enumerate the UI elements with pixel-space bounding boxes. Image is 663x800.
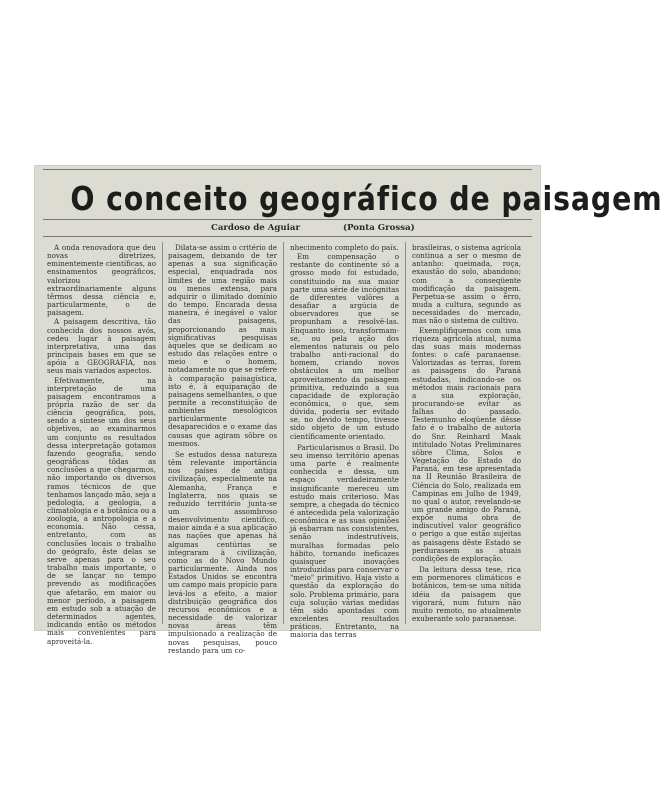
paragraph: Efetivamente, na interpretação de uma paisagem encontramos a própria razão de ser da ciência geográfica, pois, sendo a síntese um dos seus objetivos, ao examinarmos um conjunto os resultados dessa interpretação gotamos fazendo geografia, sendo geográficas tôdas as conclusões a que chegarmos, não importando os diversos ramos técnicos de que tenhamos lançado mão, seja a pedologia, a geologia, a climatologia e a botânica ou a zoologia, a antropologia e a economia. Não cessa, entretanto, com as conclusões locais o trabalho do geógrafo, êste delas se serve apenas para o seu trabalho mais importante, o de se lançar no tempo prevendo as modificações que afetarão, em maior ou menor período, a paisagem em estudo sob a atuação de determinados agentes, indicando então os métodos mais convenientes para aproveitá-la. [47, 375, 156, 646]
article-column-2 [168, 243, 277, 655]
newspaper-clipping [34, 165, 663, 655]
article-column-3 [290, 243, 399, 640]
paragraph: nhecimento completo do país. [290, 243, 399, 252]
paragraph: Da leitura dessa tese, rica em pormenores climáticos e botânicos, tem-se uma nítida idéia da paisagem que vigorará, num futuro não muito remoto, no atualmente exuberante solo paranaense. [412, 565, 521, 624]
paragraph: Se estudos dessa natureza têm relevante importância nos países de antiga civilização, especialmente na Alemanha, França e Inglaterra, nos quais se reduzido território junta-se um assombroso desenvolvimento científico, maior ainda é a sua aplicação nas nações que apenas há algumas centúrias se integraram à civilização, como as do Novo Mundo particularmente. Ainda nos Estados Unidos se encontra um campo mais propício para levá-los a efeito, a maior distribuição geográfica dos recursos econômicos e a necessidade de valorizar novas áreas têm impulsionado a realização de novas pesquisas, pouco restando para um co- [168, 449, 277, 655]
paragraph: brasileiras, o sistema agrícola continua a ser o mesmo de antanho: queimada, roça, exaustão do solo, abandono; com a conseqüente modificação da paisagem. Perpetua-se assim o êrro, muda a cultura, segundo as necessidades do mercado, mas não o sistema de cultivo. [412, 243, 521, 326]
column-divider [405, 242, 406, 624]
paragraph: Dilata-se assim o critério de paisagem, deixando de ter apenas a sua significação especial, enquadrada nos limites de uma região mais ou menos extensa, para adquirir o ilimitado domínio do tempo. Encarada dessa maneira, é inegável o valor das paisagens, proporcionando as mais significativas pesquisas àqueles que se dedicam ao estudo das relações entre o meio e o homem, notadamente no que se refere à comparação paisagística, isto é, à equiparação de paisagens semelhantes, o que permite a reconstituição de ambientes mesológicos particularmente desaparecidos e o exame das causas que agiram sôbre os mesmos. [168, 243, 277, 448]
article-author: Cardoso de Aguiar [211, 223, 300, 233]
byline-rule [43, 236, 532, 237]
paragraph: Exemplifiquemos com uma riqueza agrícola atual, numa das suas mais modernas fontes: o café paranaense. Valorizadas as terras, forem as paisagens do Paraná estudadas, indicando-se os métodos mais racionais para a sua exploração, procurando-se evitar as falhas do passado. Testemunho eloqüente dêsse fato é o trabalho de autoria do Snr. Reinhard Maak intitulado Notas Preliminares sôbre Clima, Solos e Vegetação do Estado do Paraná, em tese apresentada na II Reunião Brasileira de Ciência do Solo, realizada em Campinas em Julho de 1949, no qual o autor, revelando-se um grande amigo do Paraná, expõe numa obra de indiscutível valor geográfico o perigo a que estão sujeitas as paisagens dêste Estado se perdurassem as atuais condições de exploração. [412, 325, 521, 563]
article-column-4 [412, 244, 521, 626]
paragraph: A onda renovadora que deu novas diretrizes, eminentemente científicas, ao ensinamentos geográficos, valorizou extraordinariamente alguns têrmos dessa ciência e, particularmente, o de paisagem. [47, 243, 156, 318]
column-divider [283, 242, 284, 624]
top-rule [43, 169, 532, 170]
article-location: (Ponta Grossa) [343, 223, 415, 233]
paragraph: Particularismos o Brasil. Do seu imenso território apenas uma parte é realmente conhecida e dessa, um espaço verdadeiramente insignificante mereceu um estudo mais criterioso. Mas sempre, a chegada do técnico é antecedida pela valorização econômica e as suas opiniões já esbarram nas consistentes, senão indestrutíveis, muralhas formadas pelo hábito, tornando ineficazes quaisquer inovações introduzidas para conservar o "meio" primitivo. Haja visto a questão da exploração do solo. Problema primário, para cuja solução várias medidas têm sido apontadas com excelentes resultados práticos. Entretanto, na maioria das terras [290, 442, 399, 640]
paragraph: Em compensação o restante do continente só a grosso modo foi estudado, constituindo na sua maior parte uma série de incógnitas de diferentes valôres a desafiar a argúcia de observadores que se propunham a resolvê-las. Enquanto isso, transformam-se, ou pela ação dos elementos naturais ou pelo trabalho anti-racional do homem, criando novos obstáculos a um melhor aproveitamento da paisagem primitiva, reduzindo a sua capacidade de exploração econômica, o que, sem dúvida, poderia ser evitado se, no devido tempo, tivesse sido objeto de um estudo científicamente orientado. [290, 252, 399, 441]
article-column-1 [47, 243, 156, 646]
paragraph: A paisagem descritiva, tão conhecida dos nossos avós, cedeu lugar à paisagem interpretativa, uma das principais bases em que se apóia a GEOGRAFIA, nos seus mais variados aspectos. [47, 317, 156, 376]
column-divider [162, 242, 163, 624]
article-title: O conceito geográfico de paisagem [70, 179, 663, 218]
title-rule [43, 219, 532, 220]
